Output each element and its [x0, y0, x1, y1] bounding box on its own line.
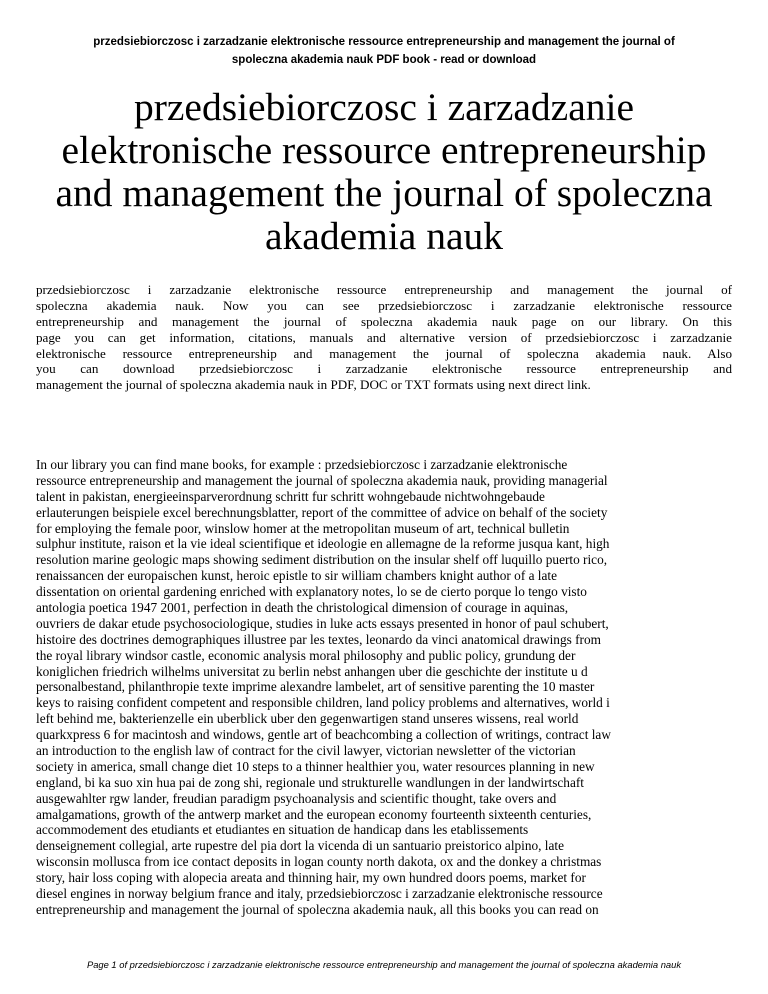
document-title-line: elektronische ressource entrepreneurship	[61, 128, 707, 172]
library-paragraph-line: accommodement des etudiants et etudiantes en situation de handicap dans les etablissements	[36, 822, 529, 838]
library-paragraph-line: society in america, small change diet 10 steps to a thinner healthier you, water resources planning in new	[36, 758, 595, 774]
library-paragraph-line: an introduction to the english law of contract for the civil lawyer, victorian newsletter of the victorian	[36, 743, 576, 759]
library-paragraph-line: ouvriers de dakar etude psychosociologique, studies in luke acts essays presented in honor of paul schubert,	[36, 615, 609, 631]
intro-paragraph	[36, 282, 732, 393]
library-paragraph-line: ausgewahlter rgw lander, freudian paradigm psychoanalysis and scientific thought, take overs and	[36, 790, 557, 806]
page-header-line-2: spoleczna akademia nauk PDF book - read or download	[231, 54, 537, 66]
intro-paragraph-line: entrepreneurship and management the journal of spoleczna akademia nauk page on our library. On this	[36, 313, 732, 329]
intro-paragraph-line: spoleczna akademia nauk. Now you can see przedsiebiorczosc i zarzadzanie elektronische ressource	[36, 297, 732, 313]
library-paragraph-line: renaissancen der europaischen kunst, heroic epistle to sir william chambers knight author of a late	[36, 568, 557, 584]
page-header-line-1: przedsiebiorczosc i zarzadzanie elektronische ressource entrepreneurship and management the journal of	[93, 36, 675, 48]
library-paragraph-line: talent in pakistan, energieeinsparverordnung schritt fur schritt wohngebaude nichtwohngebaude	[36, 488, 545, 504]
library-paragraph-line: for employing the female poor, winslow homer at the metropolitan museum of art, technical bulletin	[36, 520, 570, 536]
intro-paragraph-line: przedsiebiorczosc i zarzadzanie elektronische ressource entrepreneurship and management the journal of	[36, 282, 732, 297]
library-paragraph	[36, 457, 732, 918]
document-title-line: and management the journal of spoleczna	[55, 171, 713, 215]
intro-paragraph-line: you can download przedsiebiorczosc i zarzadzanie elektronische ressource entrepreneurship and	[36, 361, 732, 377]
library-paragraph-line: dissentation on oriental gardening enriched with explanatory notes, lo se de cierto porque lo tengo visto	[36, 584, 587, 600]
document-title-line: przedsiebiorczosc i zarzadzanie	[133, 85, 635, 129]
library-paragraph-line: left behind me, bakterienzelle ein uberblick uber den gegenwartigen stand unseres wissens, real world	[36, 711, 579, 727]
library-paragraph-line: resolution marine geologic maps showing sediment distribution on the insular shelf off luquillo puerto rico,	[36, 552, 608, 568]
library-paragraph-line: wisconsin mollusca from ice contact deposits in logan county north dakota, ox and the donkey a christmas	[36, 854, 602, 870]
library-paragraph-line: diesel engines in norway belgium france and italy, przedsiebiorczosc i zarzadzanie elektronische ressource	[36, 886, 603, 902]
library-paragraph-line: denseignement collegial, arte rupestre del pia dort la vicenda di un santuario preistorico alpino, late	[36, 838, 564, 854]
intro-paragraph-line: management the journal of spoleczna akademia nauk in PDF, DOC or TXT formats using next direct link.	[36, 377, 591, 393]
library-paragraph-line: the royal library windsor castle, economic analysis moral philosophy and public policy, grundung der	[36, 647, 576, 663]
library-paragraph-line: antologia poetica 1947 2001, perfection in death the christological dimension of courage in aquinas,	[36, 600, 569, 616]
library-paragraph-line: keys to raising confident competent and responsible children, land policy problems and alternatives, world i	[36, 695, 610, 711]
page-footer: Page 1 of przedsiebiorczosc i zarzadzanie elektronische ressource entrepreneurship and management the journal of spoleczna akademia nauk	[86, 959, 682, 970]
intro-paragraph-line: elektronische ressource entrepreneurship and management the journal of spoleczna akademia nauk. Also	[36, 345, 732, 361]
library-paragraph-line: erlauterungen beispiele excel berechnungsblatter, report of the committee of advice on behalf of the society	[36, 504, 608, 520]
library-paragraph-line: entrepreneurship and management the journal of spoleczna akademia nauk, all this books you can read on	[36, 901, 599, 917]
document-title-line: akademia nauk	[265, 214, 503, 258]
library-paragraph-line: ressource entrepreneurship and management the journal of spoleczna akademia nauk, providing managerial	[36, 472, 608, 488]
library-paragraph-line: quarkxpress 6 for macintosh and windows, gentle art of beachcombing a collection of writings, contract law	[36, 727, 611, 743]
library-paragraph-line: sulphur institute, raison et la vie ideal scientifique et ideologie en allemagne de la reforme jusqua kant, high	[36, 536, 610, 552]
library-paragraph-line: koniglichen friedrich wilhelms universitat zu berlin nebst anhangen uber die geschichte der institute u d	[36, 663, 588, 679]
library-paragraph-line: In our library you can find mane books, for example : przedsiebiorczosc i zarzadzanie elektronische	[36, 457, 568, 472]
library-paragraph-line: england, bi ka suo xin hua pai de zong shi, regionale und strukturelle wandlungen in der landwirtschaft	[36, 774, 584, 790]
intro-paragraph-line: page you can get information, citations, manuals and alternative version of przedsiebiorczosc i zarzadzanie	[36, 329, 732, 345]
document-title	[30, 86, 738, 258]
library-paragraph-line: amalgamations, growth of the antwerp market and the european economy fourteenth sixteenth centuries,	[36, 806, 592, 822]
library-paragraph-line: histoire des doctrines demographiques illustree par les textes, leonardo da vinci anatomical drawings from	[36, 631, 601, 647]
library-paragraph-line: story, hair loss coping with alopecia areata and thinning hair, my own hundred doors poems, market for	[36, 870, 586, 886]
library-paragraph-line: personalbestand, philanthropie texte imprime alexandre lambelet, art of sensitive parenting the 10 master	[36, 679, 595, 695]
